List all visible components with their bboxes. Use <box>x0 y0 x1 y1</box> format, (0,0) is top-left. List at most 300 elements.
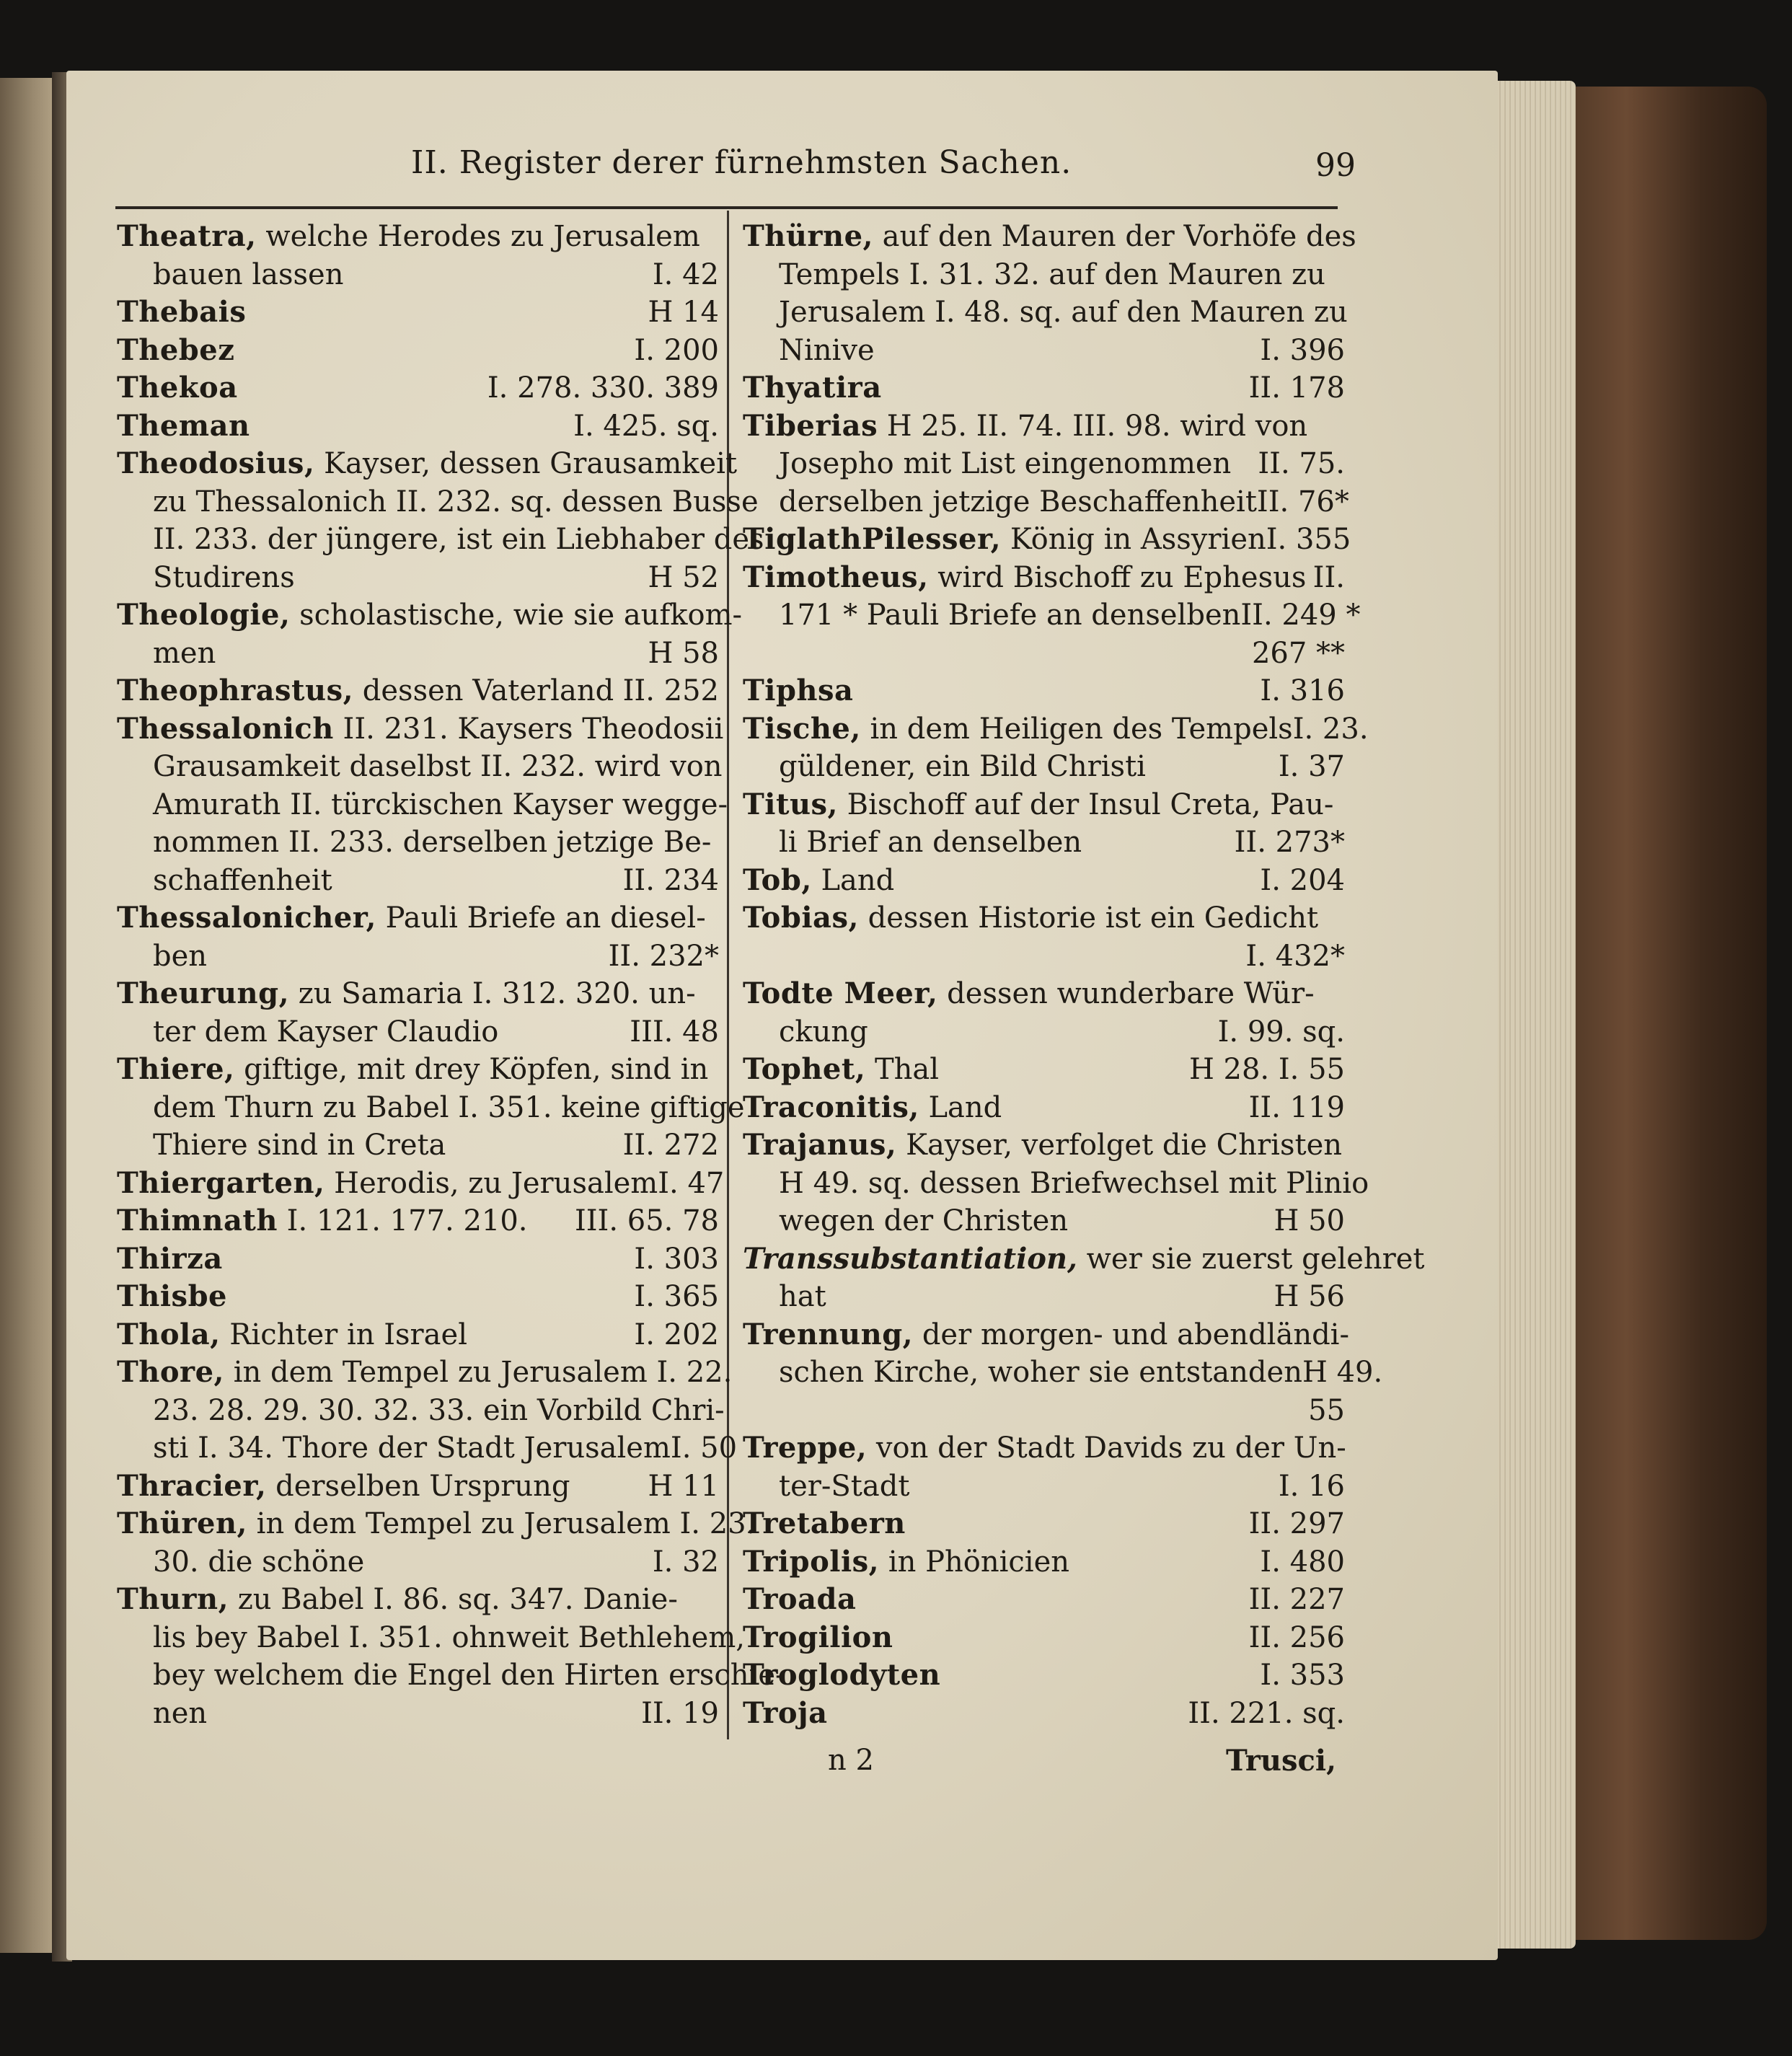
entry-continuation: Kayser, dessen Grausamkeit <box>314 447 738 480</box>
entry-reference: III. 48 <box>630 1015 719 1049</box>
entry-text <box>117 559 295 597</box>
index-entry-line <box>117 1165 725 1203</box>
entry-text <box>117 824 711 862</box>
index-entry-line <box>743 521 1351 559</box>
entry-continuation: schen Kirche, woher sie entstanden <box>779 1356 1302 1389</box>
entry-reference: II. 249 * <box>1240 599 1361 632</box>
index-entry-line <box>743 1505 1345 1543</box>
index-entry-line <box>743 407 1345 446</box>
entry-reference: I. 99. sq. <box>1217 1015 1345 1049</box>
entry-continuation: men <box>153 636 216 670</box>
entry-text <box>117 218 700 256</box>
entry-continuation: dessen wunderbare Wür- <box>937 977 1315 1010</box>
entry-text <box>743 786 1333 824</box>
index-entry-line <box>117 748 723 786</box>
entry-text <box>117 1202 528 1240</box>
index-entry-line <box>117 975 719 1013</box>
index-entry-line <box>743 1202 1345 1240</box>
entry-reference: H 56 <box>1274 1280 1345 1313</box>
index-entry-line <box>743 672 1345 710</box>
entry-reference: 55 <box>1308 1393 1345 1427</box>
entry-lemma: Troada <box>743 1582 857 1616</box>
entry-reference: H 28. I. 55 <box>1188 1053 1345 1086</box>
entry-continuation: von der Stadt Davids zu der Un- <box>867 1431 1346 1465</box>
index-entry-line <box>743 1392 1345 1430</box>
entry-reference: H 11 <box>648 1469 719 1503</box>
entry-lemma: Tripolis, <box>743 1544 880 1579</box>
index-entry-line <box>117 635 719 673</box>
index-entry-line <box>743 1126 1345 1165</box>
entry-continuation: auf den Mauren der Vorhöfe des <box>873 220 1356 253</box>
entry-text <box>743 483 1257 521</box>
index-entry-line <box>743 294 1348 332</box>
entry-reference: H 49. <box>1302 1356 1383 1389</box>
index-entry-line <box>117 369 719 407</box>
entry-text <box>117 1165 658 1203</box>
index-entry-line <box>117 1089 745 1127</box>
entry-reference: II. 119 <box>1248 1090 1345 1124</box>
entry-continuation: zu Samaria I. 312. 320. un- <box>289 977 696 1010</box>
entry-lemma: Thessalonich <box>117 711 334 746</box>
entry-continuation: II. 231. Kaysers Theodosii <box>333 712 724 746</box>
index-entry-line <box>743 975 1345 1013</box>
index-entry-line <box>117 256 719 294</box>
entry-lemma: Theatra, <box>117 219 257 253</box>
index-entry-line <box>743 559 1345 597</box>
entry-continuation: bey welchem die Engel den Hirten erschie- <box>153 1659 785 1692</box>
index-entry-line <box>117 1240 719 1279</box>
index-entry-line <box>743 862 1345 900</box>
entry-text <box>743 369 882 407</box>
entry-reference: II. 221. sq. <box>1188 1696 1345 1730</box>
entry-text <box>743 294 1348 332</box>
entry-lemma: Tiberias <box>743 408 878 443</box>
header-rule <box>115 206 1338 209</box>
entry-text <box>117 1278 227 1316</box>
entry-text <box>743 1505 906 1543</box>
index-entry-line <box>117 1202 719 1240</box>
entry-text <box>117 1013 498 1051</box>
index-entry-line <box>743 1695 1345 1733</box>
index-entry-line <box>117 1695 719 1733</box>
entry-continuation: Land <box>811 863 895 897</box>
entry-continuation: ben <box>153 939 208 973</box>
index-entry-line <box>117 1051 719 1089</box>
entry-reference: I. 37 <box>1278 750 1345 783</box>
entry-text <box>743 1581 856 1619</box>
entry-continuation: Grausamkeit daselbst II. 232. wird von <box>153 750 723 783</box>
entry-reference: I. 316 <box>1260 674 1345 707</box>
index-entry-line <box>117 596 743 635</box>
index-entry-line <box>743 1619 1345 1657</box>
index-entry-line <box>743 1089 1345 1127</box>
entry-text <box>117 899 706 937</box>
entry-text <box>117 294 246 332</box>
entry-text <box>743 218 1356 256</box>
entry-lemma: Trajanus, <box>743 1128 897 1162</box>
entry-lemma: Traconitis, <box>743 1090 919 1124</box>
entry-text <box>117 975 696 1013</box>
entry-continuation: Richter in Israel <box>220 1318 467 1351</box>
entry-lemma: Thirza <box>117 1241 223 1276</box>
entry-continuation: ter dem Kayser Claudio <box>153 1015 499 1049</box>
entry-lemma: Thürne, <box>743 219 873 253</box>
entry-text <box>117 710 723 749</box>
index-entry-line <box>743 1543 1345 1581</box>
entry-text <box>743 899 1318 937</box>
entry-lemma: Troglodyten <box>743 1658 941 1692</box>
index-entry-line <box>743 256 1345 294</box>
index-entry-line <box>743 899 1345 937</box>
entry-continuation: Josepho mit List eingenommen <box>779 447 1232 480</box>
signature-mark: n 2 <box>828 1744 874 1777</box>
entry-text <box>743 1316 1349 1354</box>
entry-text <box>743 710 1293 749</box>
entry-text <box>117 1619 745 1657</box>
entry-reference: 267 ** <box>1251 636 1345 670</box>
entry-continuation: Thiere sind in Creta <box>153 1129 446 1162</box>
page-header <box>115 144 1356 187</box>
index-entry-line <box>743 1656 1345 1695</box>
entry-lemma: Thisbe <box>117 1279 227 1313</box>
entry-text <box>743 1013 868 1051</box>
entry-text <box>117 1695 207 1733</box>
index-entry-line <box>743 332 1345 370</box>
entry-text <box>743 1165 1369 1203</box>
index-entry-line <box>117 559 719 597</box>
entry-text <box>743 824 1082 862</box>
index-entry-line <box>117 786 728 824</box>
entry-continuation: wer sie zuerst gelehret <box>1077 1242 1425 1276</box>
entry-reference: H 58 <box>648 636 719 670</box>
entry-text <box>117 407 250 446</box>
entry-continuation: wird Bischoff zu Ephesus <box>928 560 1307 594</box>
index-entry-line <box>743 218 1356 256</box>
entry-lemma: Thiergarten, <box>117 1165 325 1200</box>
entry-lemma: Thola, <box>117 1317 221 1351</box>
entry-reference: I. 16 <box>1278 1469 1345 1503</box>
entry-text <box>743 559 1306 597</box>
index-entry-line <box>743 824 1345 862</box>
index-entry-line <box>117 899 719 937</box>
entry-lemma: Thüren, <box>117 1506 247 1540</box>
index-entry-line <box>117 1429 738 1468</box>
entry-continuation: König in Assyrien <box>1001 523 1266 556</box>
index-entry-line <box>117 862 719 900</box>
index-entry-line <box>117 1013 719 1051</box>
entry-lemma: Tretabern <box>743 1506 906 1540</box>
index-entry-line <box>743 1581 1345 1619</box>
entry-reference: H 50 <box>1274 1204 1345 1237</box>
index-entry-line <box>117 1543 719 1581</box>
entry-lemma: Todte Meer, <box>743 976 938 1010</box>
entry-text <box>743 407 1307 446</box>
entry-text <box>117 1468 570 1506</box>
index-entry-line <box>117 1316 719 1354</box>
index-entry-line <box>117 1354 733 1392</box>
index-entry-line <box>743 1468 1345 1506</box>
index-entry-line <box>743 635 1345 673</box>
entry-text <box>743 1695 828 1733</box>
entry-reference: II. <box>1312 560 1345 594</box>
entry-continuation: Kayser, verfolget die Christen <box>896 1129 1342 1162</box>
entry-continuation: in dem Tempel zu Jerusalem I. 23. <box>247 1507 756 1540</box>
entry-reference: I. 47 <box>658 1166 725 1200</box>
entry-continuation: 171 * Pauli Briefe an denselben <box>779 599 1241 632</box>
index-entry-line <box>743 1316 1349 1354</box>
index-entry-line <box>743 748 1345 786</box>
index-entry-line <box>743 1354 1383 1392</box>
index-entry-line <box>743 1429 1345 1468</box>
entry-lemma: Thebais <box>117 295 247 329</box>
index-entry-line <box>743 710 1369 749</box>
entry-lemma: TiglathPilesser, <box>743 522 1002 556</box>
index-entry-line <box>117 1505 756 1543</box>
entry-reference: I. 425. sq. <box>573 409 719 443</box>
entry-reference: I. 353 <box>1260 1659 1345 1692</box>
index-entry-line <box>743 786 1345 824</box>
index-entry-line <box>117 407 719 446</box>
entry-lemma: Thyatira <box>743 371 882 405</box>
entry-text <box>117 1089 745 1127</box>
entry-continuation: dessen Historie ist ein Gedicht <box>858 901 1319 935</box>
entry-reference: II. 76* <box>1256 485 1349 519</box>
entry-text <box>743 1051 939 1089</box>
entry-continuation: ckung <box>779 1015 868 1049</box>
page-number: 99 <box>1315 147 1356 184</box>
entry-continuation: hat <box>779 1280 826 1313</box>
entry-text <box>743 748 1146 786</box>
entry-continuation: Ninive <box>779 333 875 367</box>
entry-reference: I. 32 <box>652 1545 719 1579</box>
entry-continuation: 23. 28. 29. 30. 32. 33. ein Vorbild Chri- <box>153 1393 725 1427</box>
entry-text <box>743 1240 1424 1279</box>
entry-lemma: Thore, <box>117 1355 224 1389</box>
entry-text <box>117 1392 725 1430</box>
entry-text <box>117 445 737 483</box>
entry-text <box>743 1202 1068 1240</box>
book-cover-edge <box>1550 87 1767 1940</box>
entry-continuation: derselben Ursprung <box>266 1469 570 1503</box>
entry-reference: I. 202 <box>634 1318 719 1351</box>
index-entry-line <box>743 1240 1425 1279</box>
entry-continuation: 30. die schöne <box>153 1545 365 1579</box>
index-entry-line <box>117 332 719 370</box>
entry-reference: H 14 <box>648 296 719 329</box>
entry-reference: II. 272 <box>622 1129 719 1162</box>
index-entry-line <box>117 445 738 483</box>
entry-lemma: Theodosius, <box>117 446 315 480</box>
index-entry-line <box>117 824 719 862</box>
entry-text <box>117 332 234 370</box>
entry-reference: I. 365 <box>634 1280 719 1313</box>
entry-text <box>117 256 344 294</box>
entry-continuation: güldener, ein Bild Christi <box>779 750 1146 783</box>
entry-text <box>117 786 728 824</box>
entry-text <box>117 862 332 900</box>
page-block-edges <box>1496 81 1576 1949</box>
index-entry-line <box>117 218 719 256</box>
entry-text <box>117 1505 755 1543</box>
entry-text <box>117 1316 467 1354</box>
index-entry-line <box>743 1051 1345 1089</box>
entry-reference: I. 204 <box>1260 863 1345 897</box>
entry-continuation: dem Thurn zu Babel I. 351. keine giftige <box>153 1090 745 1124</box>
entry-text <box>743 521 1266 559</box>
catchword: Trusci, <box>1226 1744 1337 1778</box>
entry-lemma: Tob, <box>743 862 812 897</box>
entry-text <box>743 596 1240 635</box>
entry-lemma: Thiere, <box>117 1052 235 1086</box>
entry-continuation: wegen der Christen <box>779 1204 1069 1237</box>
entry-lemma: Theurung, <box>117 976 290 1010</box>
entry-lemma: Theman <box>117 408 250 443</box>
entry-continuation: bauen lassen <box>153 257 344 291</box>
entry-text <box>743 672 853 710</box>
entry-text <box>743 1089 1002 1127</box>
entry-text <box>743 975 1315 1013</box>
entry-text <box>743 256 1325 294</box>
running-head: II. Register derer fürnehmsten Sachen. <box>411 144 1072 181</box>
entry-reference: I. 50 <box>670 1431 738 1465</box>
index-entry-line <box>117 1278 719 1316</box>
index-entry-line <box>117 1126 719 1165</box>
entry-lemma: Timotheus, <box>743 560 929 594</box>
entry-text <box>743 1619 893 1657</box>
entry-continuation: schaffenheit <box>153 863 332 897</box>
entry-lemma: Treppe, <box>743 1431 868 1465</box>
entry-continuation: Tempels I. 31. 32. auf den Mauren zu <box>779 257 1325 291</box>
entry-reference: I. 432* <box>1245 939 1345 973</box>
entry-reference: III. 65. 78 <box>574 1204 719 1237</box>
entry-continuation: in dem Heiligen des Tempels <box>860 712 1293 746</box>
entry-reference: I. 200 <box>634 333 719 367</box>
entry-text <box>117 1240 223 1279</box>
entry-lemma: Troja <box>743 1695 828 1730</box>
entry-text <box>117 1543 364 1581</box>
entry-text <box>743 1656 940 1695</box>
entry-continuation: nommen II. 233. derselben jetzige Be- <box>153 826 712 859</box>
index-entry-line <box>743 1278 1345 1316</box>
entry-continuation: sti I. 34. Thore der Stadt Jerusalem <box>153 1431 671 1465</box>
entry-text <box>743 1278 826 1316</box>
entry-lemma: Theologie, <box>117 598 291 632</box>
entry-reference: II. 178 <box>1248 371 1345 405</box>
entry-text <box>743 1126 1342 1165</box>
entry-reference: II. 227 <box>1248 1583 1345 1616</box>
entry-continuation: H 25. II. 74. III. 98. wird von <box>878 409 1308 443</box>
entry-text <box>117 1581 678 1619</box>
entry-reference: I. 396 <box>1260 333 1345 367</box>
entry-text <box>743 1543 1069 1581</box>
entry-continuation: zu Babel I. 86. sq. 347. Danie- <box>229 1583 678 1616</box>
index-entry-line <box>743 1013 1345 1051</box>
entry-continuation: giftige, mit drey Köpfen, sind in <box>234 1053 709 1086</box>
entry-text <box>743 862 894 900</box>
index-entry-line <box>117 1656 785 1695</box>
entry-text <box>117 1354 732 1392</box>
entry-reference: I. 303 <box>634 1242 719 1276</box>
entry-continuation: scholastische, wie sie aufkom- <box>290 599 743 632</box>
entry-text <box>117 1126 446 1165</box>
entry-continuation: in dem Tempel zu Jerusalem I. 22. <box>224 1356 733 1389</box>
entry-reference: II. 252 <box>622 674 719 707</box>
index-entry-line <box>743 445 1345 483</box>
entry-continuation: Studirens <box>153 560 295 594</box>
entry-text <box>117 521 764 559</box>
entry-lemma: Transsubstantiation, <box>743 1241 1077 1276</box>
entry-continuation: in Phönicien <box>879 1545 1070 1579</box>
entry-lemma: Titus, <box>743 787 838 821</box>
entry-continuation: li Brief an denselben <box>779 826 1082 859</box>
index-entry-line <box>117 1392 725 1430</box>
entry-text <box>117 635 216 673</box>
entry-lemma: Tiphsa <box>743 674 854 707</box>
entry-continuation: H 49. sq. dessen Briefwechsel mit Plinio <box>779 1166 1369 1200</box>
index-entry-line <box>743 369 1345 407</box>
entry-lemma: Tische, <box>743 711 861 746</box>
entry-text <box>743 332 875 370</box>
entry-continuation: nen <box>153 1696 208 1730</box>
entry-text <box>117 369 238 407</box>
index-entry-line <box>117 1619 745 1657</box>
index-entry-line <box>117 1581 719 1619</box>
entry-text <box>117 1051 708 1089</box>
entry-reference: H 52 <box>648 560 719 594</box>
entry-continuation: Amurath II. türckischen Kayser wegge- <box>153 787 728 821</box>
entry-continuation: der morgen- und abendländi- <box>913 1318 1349 1351</box>
index-entry-line <box>743 483 1349 521</box>
entry-lemma: Tophet, <box>743 1052 866 1086</box>
entry-continuation: Pauli Briefe an diesel- <box>376 901 706 935</box>
entry-reference: I. 23. <box>1292 712 1369 746</box>
entry-continuation: Land <box>919 1090 1002 1124</box>
entry-reference: II. 75. <box>1258 447 1345 480</box>
entry-lemma: Thimnath <box>117 1204 278 1237</box>
entry-text <box>117 483 759 521</box>
index-entry-line <box>117 1468 719 1506</box>
entry-reference: II. 256 <box>1248 1620 1345 1654</box>
entry-text <box>743 1468 909 1506</box>
entry-continuation: Jerusalem I. 48. sq. auf den Mauren zu <box>779 296 1348 329</box>
entry-reference: I. 278. 330. 389 <box>487 371 719 405</box>
entry-lemma: Thracier, <box>117 1468 267 1503</box>
entry-reference: II. 232* <box>608 939 719 973</box>
entry-reference: I. 42 <box>652 257 719 291</box>
entry-continuation: dessen Vaterland <box>353 674 614 707</box>
index-entry-line <box>117 521 764 559</box>
index-entry-line <box>117 483 759 521</box>
entry-continuation: ter-Stadt <box>779 1469 910 1503</box>
entry-reference: II. 19 <box>641 1696 719 1730</box>
entry-reference: I. 480 <box>1260 1545 1345 1579</box>
entry-reference: I. 355 <box>1266 523 1351 556</box>
index-entry-line <box>743 937 1345 976</box>
entry-text <box>117 1429 671 1468</box>
entry-text <box>743 1429 1346 1468</box>
entry-continuation: Bischoff auf der Insul Creta, Pau- <box>837 787 1334 821</box>
entry-text <box>117 672 614 710</box>
entry-continuation: derselben jetzige Beschaffenheit <box>779 485 1257 519</box>
index-entry-line <box>117 672 719 710</box>
index-entry-line <box>117 710 724 749</box>
entry-continuation: lis bey Babel I. 351. ohnweit Bethlehem, <box>153 1620 745 1654</box>
entry-reference: II. 234 <box>622 863 719 897</box>
entry-text <box>117 748 723 786</box>
entry-continuation: Herodis, zu Jerusalem <box>325 1166 658 1200</box>
entry-lemma: Thessalonicher, <box>117 901 376 935</box>
entry-lemma: Thekoa <box>117 371 238 405</box>
